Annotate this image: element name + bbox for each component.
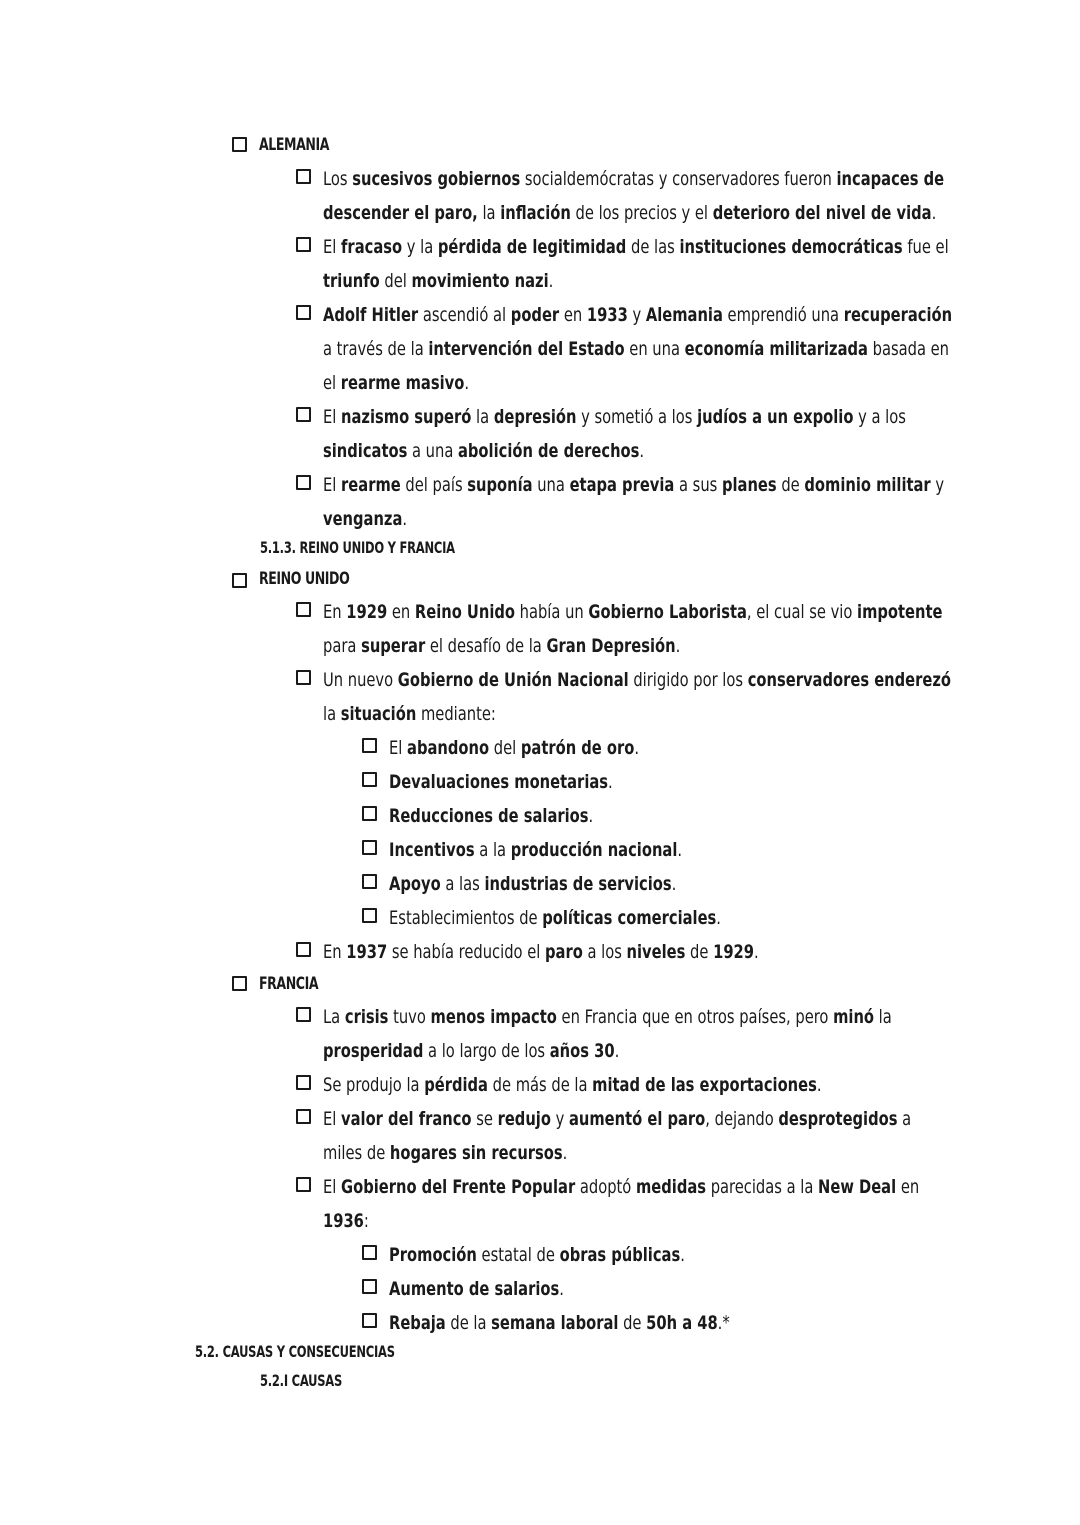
bold-text: intervención del Estado (428, 338, 625, 360)
bold-text: poder (510, 304, 560, 326)
bold-text: dominio militar (804, 474, 931, 496)
text-segment: la (471, 406, 494, 428)
text-segment: mediante: (416, 703, 496, 725)
text-segment: socialdemócratas y conservadores fueron (520, 168, 837, 190)
text-segment: en (559, 304, 587, 326)
text-segment: del (489, 737, 521, 759)
checkbox[interactable] (296, 407, 311, 422)
text-segment: a una (407, 440, 458, 462)
sub-list-item (362, 1272, 592, 1306)
list-item-text (323, 663, 953, 731)
text-segment: . (614, 1040, 620, 1062)
text-segment: . (588, 805, 594, 827)
bold-text: crisis (344, 1006, 389, 1028)
list-item (296, 1102, 1056, 1170)
sub-list-item (362, 833, 730, 867)
checkbox[interactable] (362, 1313, 377, 1328)
text-segment: . (464, 372, 469, 394)
bold-text: valor del franco (341, 1108, 472, 1130)
bold-text: economía militarizada (684, 338, 868, 360)
bold-text: redujo (497, 1108, 551, 1130)
bold-text: nazismo superó (341, 406, 472, 428)
text-segment: de (776, 474, 805, 496)
bold-text: Gobierno de Unión Nacional (397, 669, 629, 691)
text-segment: y (627, 304, 646, 326)
text-segment: de los precios y el (570, 202, 713, 224)
bold-text: venganza (323, 508, 403, 530)
text-segment: El (323, 474, 342, 496)
text-segment: en (896, 1176, 920, 1198)
checkbox[interactable] (296, 670, 311, 685)
bold-text: conservadores enderezó (747, 669, 952, 691)
list-item (296, 1000, 1056, 1068)
text-segment: En (323, 941, 347, 963)
text-segment: para (323, 635, 362, 657)
text-segment: . (754, 941, 759, 963)
sub-list-item-text (389, 833, 682, 867)
text-segment: se había reducido el (387, 941, 546, 963)
text-segment: tuvo (388, 1006, 431, 1028)
text-segment: la (323, 703, 341, 725)
text-segment: . (677, 839, 683, 861)
bold-text: incapaces de descender el paro, (323, 168, 945, 224)
text-segment: y sometió a los (576, 406, 698, 428)
sub-list-item-text (389, 867, 676, 901)
bold-text: 50h a 48 (646, 1312, 718, 1334)
section-heading-521: 5.2.I CAUSAS (260, 1371, 343, 1390)
bold-text: hogares sin recursos (389, 1142, 563, 1164)
sub-list-item-text (389, 1272, 564, 1306)
sub-list-item-text (389, 731, 639, 765)
text-segment: a las (440, 873, 485, 895)
text-segment: del (379, 270, 412, 292)
text-segment: había un (514, 601, 589, 623)
bold-text: planes (721, 474, 777, 496)
text-segment: a miles de (323, 1108, 912, 1164)
bold-text: instituciones democráticas (679, 236, 903, 258)
bold-text: inflación (500, 202, 571, 224)
text-segment: . (680, 1244, 685, 1266)
text-segment: , el cual se vio (746, 601, 858, 623)
bold-text: pérdida de legitimidad (437, 236, 627, 258)
text-segment: a sus (674, 474, 722, 496)
list-item-text (323, 595, 953, 663)
bold-text: patrón de oro (520, 737, 635, 759)
reino-unido-heading: REINO UNIDO (259, 569, 350, 589)
text-segment: a lo largo de los (423, 1040, 550, 1062)
list-item-text (323, 400, 925, 468)
text-segment: : (363, 1210, 369, 1232)
bold-text: 1936 (323, 1210, 364, 1232)
text-segment: una (532, 474, 570, 496)
reino-unido-heading-item (232, 566, 369, 592)
text-segment: , dejando (705, 1108, 779, 1130)
list-item-text (323, 935, 953, 969)
sub-list-item-text (389, 1306, 730, 1340)
checkbox[interactable] (232, 137, 247, 152)
bold-text: sindicatos (323, 440, 408, 462)
bold-text: 1937 (346, 941, 388, 963)
checkbox[interactable] (362, 738, 377, 753)
list-item-text (323, 1000, 925, 1068)
checkbox[interactable] (296, 942, 311, 957)
text-segment: En (323, 601, 347, 623)
bold-text: minó (833, 1006, 875, 1028)
bold-text: medidas (635, 1176, 707, 1198)
checkbox[interactable] (362, 908, 377, 923)
text-segment: adoptó (575, 1176, 636, 1198)
text-segment: . (402, 508, 408, 530)
sub-list-item (362, 867, 723, 901)
bold-text: Gran Depresión (546, 635, 676, 657)
checkbox[interactable] (296, 475, 311, 490)
bold-text: fracaso (341, 236, 403, 258)
text-segment: de (685, 941, 714, 963)
bold-text: superar (361, 635, 426, 657)
list-item (296, 595, 1056, 663)
bold-text: Incentivos (389, 839, 475, 861)
bold-text: abolición de derechos (457, 440, 640, 462)
checkbox[interactable] (362, 1245, 377, 1260)
bold-text: impotente (857, 601, 943, 623)
text-segment: . (816, 1074, 822, 1096)
checkbox[interactable] (296, 1177, 311, 1192)
text-segment: en una (624, 338, 685, 360)
bold-text: deterioro del nivel de vida (712, 202, 932, 224)
bold-text: Gobierno del Frente Popular (341, 1176, 576, 1198)
bold-text: industrias de servicios (484, 873, 672, 895)
francia-heading: FRANCIA (259, 974, 319, 994)
bold-text: Reducciones de salarios (389, 805, 589, 827)
bold-text: Promoción (389, 1244, 477, 1266)
text-segment: . (931, 202, 937, 224)
list-item (296, 468, 1056, 536)
bold-text: 1933 (586, 304, 628, 326)
text-segment: a los (582, 941, 627, 963)
text-segment: Establecimientos de (389, 907, 543, 929)
text-segment: de (618, 1312, 647, 1334)
sub-list-item (362, 799, 626, 833)
bold-text: Devaluaciones monetarias (389, 771, 609, 793)
list-item (296, 230, 1056, 298)
sub-list-item-text (389, 799, 593, 833)
bold-text: desprotegidos (778, 1108, 898, 1130)
text-segment: El (323, 236, 342, 258)
text-segment: de la (445, 1312, 492, 1334)
text-segment: . (671, 873, 677, 895)
list-item (296, 400, 1056, 468)
bold-text: recuperación (843, 304, 953, 326)
text-segment: Un nuevo (323, 669, 398, 691)
bold-text: Aumento de salarios (389, 1278, 560, 1300)
checkbox[interactable] (362, 1279, 377, 1294)
checkbox[interactable] (232, 573, 247, 588)
bold-text: pérdida (424, 1074, 488, 1096)
bold-text: Gobierno Laborista (588, 601, 747, 623)
text-segment: Los (323, 168, 353, 190)
checkbox[interactable] (362, 772, 377, 787)
text-segment: . (559, 1278, 564, 1300)
text-segment: La (323, 1006, 345, 1028)
text-segment: . (716, 907, 721, 929)
list-item-text (323, 230, 953, 298)
text-segment: fue el (902, 236, 949, 258)
text-segment: . (675, 635, 681, 657)
text-segment: . (634, 737, 640, 759)
bold-text: Reino Unido (414, 601, 515, 623)
list-item (296, 1068, 1056, 1102)
checkbox[interactable] (296, 1109, 311, 1124)
section-heading-52: 5.2. CAUSAS Y CONSECUENCIAS (195, 1342, 395, 1361)
text-segment: El (389, 737, 408, 759)
text-segment: .* (717, 1312, 730, 1334)
list-item-text (323, 298, 953, 400)
checkbox[interactable] (362, 806, 377, 821)
bold-text: triunfo (323, 270, 380, 292)
alemania-heading: ALEMANIA (259, 135, 330, 155)
list-item-text (323, 162, 953, 230)
checkbox[interactable] (296, 237, 311, 252)
list-item (296, 298, 1056, 400)
list-item-text (323, 468, 953, 536)
text-segment: parecidas a la (706, 1176, 819, 1198)
sub-list-item (362, 901, 775, 935)
bold-text: depresión (493, 406, 577, 428)
bold-text: Adolf Hitler (323, 304, 419, 326)
text-segment: . (639, 440, 645, 462)
text-segment: ascendió al (418, 304, 511, 326)
text-segment: y la (402, 236, 438, 258)
bold-text: New Deal (818, 1176, 897, 1198)
text-segment: la (477, 202, 501, 224)
text-segment: a través de la (323, 338, 429, 360)
sub-list-item-text (389, 765, 613, 799)
list-item (296, 663, 1056, 731)
bold-text: producción nacional (510, 839, 678, 861)
bold-text: abandono (407, 737, 490, 759)
sub-list-item (362, 1238, 733, 1272)
sub-list-item (362, 731, 680, 765)
text-segment: . (562, 1142, 568, 1164)
text-segment: del país (400, 474, 468, 496)
checkbox[interactable] (296, 169, 311, 184)
text-segment: de más de la (487, 1074, 593, 1096)
sub-list-item (362, 765, 649, 799)
section-heading-513: 5.1.3. REINO UNIDO Y FRANCIA (260, 538, 455, 557)
bold-text: semana laboral (491, 1312, 619, 1334)
text-segment: se (471, 1108, 498, 1130)
bold-text: rearme (341, 474, 401, 496)
text-segment: basada en el (323, 338, 949, 394)
text-segment: El (323, 406, 342, 428)
sub-list-item-text (389, 1238, 685, 1272)
bold-text: 1929 (346, 601, 388, 623)
checkbox[interactable] (362, 874, 377, 889)
bold-text: judíos a un expolio (697, 406, 854, 428)
list-item-text (323, 1068, 953, 1102)
bold-text: Rebaja (389, 1312, 446, 1334)
bold-text: mitad de las exportaciones (592, 1074, 817, 1096)
list-item (296, 162, 1056, 230)
text-segment: . (548, 270, 554, 292)
checkbox[interactable] (296, 1075, 311, 1090)
bold-text: prosperidad (323, 1040, 424, 1062)
text-segment: a la (474, 839, 511, 861)
sub-list-item-text (389, 901, 721, 935)
bold-text: movimiento nazi (411, 270, 549, 292)
checkbox[interactable] (362, 840, 377, 855)
bold-text: Apoyo (389, 873, 441, 895)
bold-text: aumentó el paro (568, 1108, 706, 1130)
list-item (296, 935, 1056, 969)
checkbox[interactable] (232, 976, 247, 991)
text-segment: El (323, 1176, 342, 1198)
bold-text: suponía (467, 474, 533, 496)
checkbox[interactable] (296, 1007, 311, 1022)
text-segment: estatal de (476, 1244, 560, 1266)
bold-text: etapa previa (569, 474, 675, 496)
bold-text: años 30 (549, 1040, 615, 1062)
text-segment: . (608, 771, 613, 793)
bold-text: menos impacto (430, 1006, 557, 1028)
text-segment: El (323, 1108, 342, 1130)
bold-text: políticas comerciales (542, 907, 717, 929)
text-segment: el desafío de la (425, 635, 547, 657)
bold-text: Alemania (645, 304, 723, 326)
francia-heading-item (232, 969, 331, 999)
list-item-text (323, 1102, 953, 1170)
text-segment: y a los (853, 406, 906, 428)
text-segment: la (874, 1006, 892, 1028)
text-segment: emprendió una (722, 304, 844, 326)
list-item-text (323, 1170, 925, 1238)
text-segment: y (930, 474, 945, 496)
bold-text: sucesivos gobiernos (352, 168, 521, 190)
text-segment: Se produjo la (323, 1074, 425, 1096)
alemania-heading-item (232, 130, 344, 160)
text-segment: en Francia que en otros países, pero (556, 1006, 834, 1028)
bold-text: rearme masivo (340, 372, 465, 394)
text-segment: dirigido por los (628, 669, 748, 691)
bold-text: paro (545, 941, 583, 963)
bold-text: 1929 (713, 941, 755, 963)
checkbox[interactable] (296, 305, 311, 320)
text-segment: y (550, 1108, 569, 1130)
checkbox[interactable] (296, 602, 311, 617)
text-segment: de las (626, 236, 680, 258)
text-segment: en (387, 601, 415, 623)
bold-text: niveles (626, 941, 686, 963)
sub-list-item (362, 1306, 785, 1340)
list-item (296, 1170, 1056, 1238)
bold-text: obras públicas (559, 1244, 681, 1266)
bold-text: situación (340, 703, 417, 725)
